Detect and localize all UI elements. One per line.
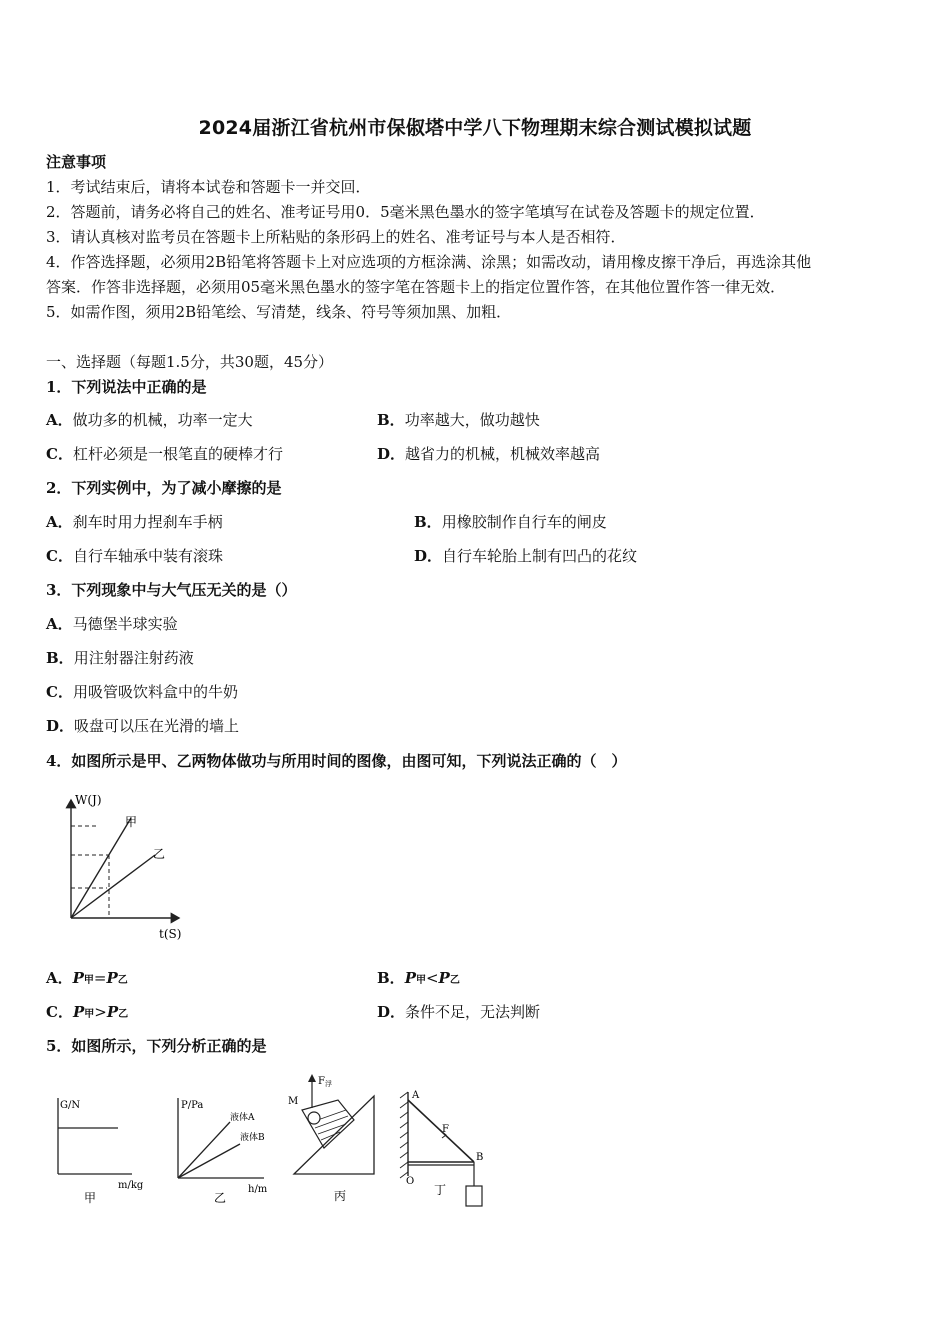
x-axis-label: h/m — [248, 1184, 268, 1195]
q4-option-b[interactable]: B．P甲<P乙 — [377, 969, 460, 987]
mass-label: M — [288, 1096, 299, 1107]
notice-item: 3．请认真核对监考员在答题卡上所粘贴的条形码上的姓名、准考证号与本人是否相符． — [46, 228, 626, 246]
line-jia — [71, 818, 131, 918]
section-heading: 一、选择题（每题1.5分，共30题，45分） — [46, 353, 334, 371]
page-title: 2024届浙江省杭州市保俶塔中学八下物理期末综合测试模拟试题 — [198, 117, 752, 139]
point-label-f: F — [442, 1124, 449, 1135]
y-axis-label: W(J) — [75, 793, 102, 807]
line-label-yi: 乙 — [153, 847, 166, 861]
notice-item: 2．答题前，请务必将自己的姓名、准考证号用0．5毫米黑色墨水的签字笔填写在试卷及答题卡的规定位置． — [46, 203, 765, 221]
q1-option-a[interactable]: A．做功多的机械，功率一定大 — [46, 411, 253, 429]
line-label-b: 液体B — [240, 1133, 265, 1143]
question-stem: 1．下列说法中正确的是 — [46, 378, 207, 396]
q3-option-d[interactable]: D．吸盘可以压在光滑的墙上 — [46, 717, 240, 735]
q3-option-a[interactable]: A．马德堡半球实验 — [46, 615, 178, 633]
arrow-head — [308, 1074, 316, 1082]
q1-option-d[interactable]: D．越省力的机械，机械效率越高 — [377, 445, 601, 463]
x-axis-label: m/kg — [118, 1180, 144, 1191]
figure-caption: 甲 — [84, 1191, 97, 1205]
y-axis-label: G/N — [60, 1100, 81, 1111]
figure-yi — [168, 1090, 288, 1210]
y-axis-label: P/Pa — [181, 1100, 204, 1111]
q1-option-b[interactable]: B．功率越大，做功越快 — [377, 411, 540, 429]
figure-bing — [284, 1070, 384, 1210]
figure-jia — [48, 1090, 156, 1210]
q2-option-d[interactable]: D．自行车轮胎上制有凹凸的花纹 — [414, 547, 638, 565]
notice-heading: 注意事项 — [46, 153, 107, 171]
line-label-jia: 甲 — [125, 815, 138, 829]
q2-option-a[interactable]: A．刹车时用力捏刹车手柄 — [46, 513, 223, 531]
x-axis-label: t(S) — [159, 927, 182, 941]
question-stem: 5．如图所示，下列分析正确的是 — [46, 1037, 267, 1055]
point-label-a: A — [412, 1090, 420, 1101]
figure-caption: 乙 — [214, 1191, 227, 1205]
q4-option-c[interactable]: C．P甲>P乙 — [46, 1003, 129, 1021]
q1-option-c[interactable]: C．杠杆必须是一根笔直的硬棒才行 — [46, 445, 283, 463]
line-label-a: 液体A — [230, 1113, 255, 1123]
line-liquid-a — [178, 1122, 230, 1178]
q3-option-b[interactable]: B．用注射器注射药液 — [46, 649, 194, 667]
line-liquid-b — [178, 1144, 240, 1178]
question-stem: 4．如图所示是甲、乙两物体做功与所用时间的图像，由图可知，下列说法正确的（ ） — [46, 752, 627, 770]
notice-item: 1．考试结束后，请将本试卷和答题卡一并交回． — [46, 178, 371, 196]
figure-caption: 丙 — [334, 1189, 347, 1203]
figure-caption: 丁 — [434, 1183, 447, 1197]
q2-option-c[interactable]: C．自行车轴承中装有滚珠 — [46, 547, 223, 565]
q4-option-a[interactable]: A．P甲=P乙 — [46, 969, 128, 987]
force-label: $F_浮$ — [318, 1076, 332, 1088]
point-label-b: B — [476, 1152, 484, 1163]
hanging-weight — [466, 1186, 482, 1206]
q3-option-c[interactable]: C．用吸管吸饮料盒中的牛奶 — [46, 683, 238, 701]
work-time-graph — [55, 788, 195, 948]
figure-ding — [396, 1084, 500, 1216]
floating-ball — [308, 1112, 320, 1124]
line-yi — [71, 855, 155, 918]
question-stem: 2．下列实例中，为了减小摩擦的是 — [46, 479, 282, 497]
notice-item: 5．如需作图，须用2B铅笔绘、写清楚，线条、符号等须加黑、加粗． — [46, 303, 512, 321]
point-label-o: O — [406, 1176, 415, 1187]
q4-option-d[interactable]: D．条件不足，无法判断 — [377, 1003, 541, 1021]
wall-hatch — [400, 1092, 408, 1178]
notice-item: 4．作答选择题，必须用2B铅笔将答题卡上对应选项的方框涂满、涂黑；如需改动，请用橡皮擦干净后，再选涂其他 — [46, 253, 812, 271]
q2-option-b[interactable]: B．用橡胶制作自行车的闸皮 — [414, 513, 607, 531]
question-stem: 3．下列现象中与大气压无关的是（） — [46, 581, 297, 599]
incline — [294, 1096, 374, 1174]
notice-item: 答案．作答非选择题，必须用05毫米黑色墨水的签字笔在答题卡上的指定位置作答，在其他位置作答一律无效． — [46, 278, 786, 296]
